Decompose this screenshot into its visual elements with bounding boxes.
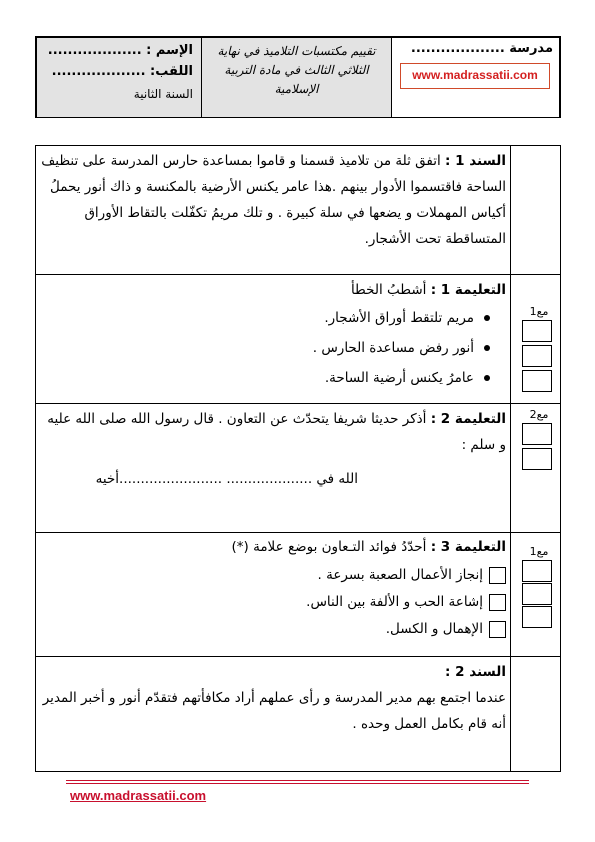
- checkbox[interactable]: [489, 621, 506, 638]
- checkbox[interactable]: [489, 567, 506, 584]
- task-3-option-label: الإهمال و الكسل.: [385, 621, 483, 637]
- criteria-column-divider: [510, 145, 511, 772]
- task-1-item[interactable]: مريم تلتقط أوراق الأشجار.: [40, 303, 492, 333]
- task-1-instruction: أشطبُ الخطأ: [350, 282, 427, 298]
- exam-header: [35, 36, 561, 118]
- task-1-list: [40, 303, 492, 393]
- score-box[interactable]: [522, 345, 552, 367]
- footer-rule: [66, 780, 529, 781]
- score-box[interactable]: [522, 320, 552, 342]
- task-3: [40, 534, 506, 644]
- footer-rule: [66, 783, 529, 784]
- exam-title: [206, 42, 387, 99]
- task-3-option-label: إشاعة الحب و الألفة بين الناس.: [306, 594, 483, 610]
- score-box[interactable]: [522, 370, 552, 392]
- school-cell: [392, 36, 561, 118]
- score-box[interactable]: [522, 423, 552, 445]
- sanad-1-text: اتفق ثلة من تلاميذ قسمنا و قاموا بمساعدة حارس المدرسة على تنظيف الساحة فاقتسموا الأدوار بينهم .هذا عامر يكنس الأرضية بالمكنسة و ذاك أنور يحملُ أكياس المهملات و يضعها في سلة كبيرة . و تلك مريمُ تكفّلت بالتقاط الأوراق المتساقطة تحت الأشجار.: [41, 153, 506, 247]
- row-divider: [35, 656, 561, 657]
- task-3-label: التعليمة 3 :: [430, 539, 506, 555]
- exam-title-line-2: الثلاثي الثالث في مادة التربية: [224, 63, 369, 77]
- task-3-instruction: أحدّدُ فوائد التـعاون بوضع علامة (*): [231, 539, 427, 555]
- task-1-item[interactable]: عامرُ يكنس أرضية الساحة.: [40, 363, 492, 393]
- name-field[interactable]: الإسم : ...................: [47, 43, 193, 58]
- exam-title-line-3: الإسلامية: [274, 82, 319, 96]
- task-3-option[interactable]: [40, 563, 506, 587]
- sanad-1-label: السند 1 :: [445, 153, 506, 169]
- row-divider: [35, 532, 561, 533]
- footer-website-link[interactable]: www.madrassatii.com: [70, 788, 207, 803]
- score-box[interactable]: [522, 448, 552, 470]
- criterion-1-label: مع1: [529, 305, 549, 318]
- task-1: [40, 277, 506, 393]
- row-divider: [35, 274, 561, 275]
- task-1-label: التعليمة 1 :: [430, 282, 506, 298]
- task-1-item[interactable]: أنور رفض مساعدة الحارس .: [40, 333, 492, 363]
- hadith-fill-line[interactable]: الله في .................... ........................أخيه: [95, 471, 358, 487]
- criterion-2-label: مع2: [529, 408, 549, 421]
- sanad-2-text: عندما اجتمع بهم مدير المدرسة و رأى عملهم أراد مكافأتهم فتقدّم أنور و أخبر المدير أنه قام بكامل العمل وحده .: [42, 690, 506, 732]
- score-box[interactable]: [522, 606, 552, 628]
- score-box[interactable]: [522, 560, 552, 582]
- row-divider: [35, 403, 561, 404]
- school-field[interactable]: مدرسة ...................: [410, 41, 553, 56]
- sanad-1: [40, 148, 506, 252]
- task-2-instruction: أذكر حديثا شريفا يتحدّث عن التعاون . قال رسول الله صلى الله عليه و سلم :: [47, 411, 506, 453]
- exam-title-cell: [202, 36, 392, 118]
- surname-field[interactable]: اللقب: ...................: [51, 64, 193, 79]
- task-2-label: التعليمة 2 :: [430, 411, 506, 427]
- score-box[interactable]: [522, 583, 552, 605]
- checkbox[interactable]: [489, 594, 506, 611]
- student-info-cell: [35, 36, 202, 118]
- task-2: [40, 406, 506, 492]
- website-badge: www.madrassatii.com: [400, 63, 550, 89]
- task-3-option-label: إنجاز الأعمال الصعبة بسرعة .: [317, 567, 483, 583]
- task-3-options: [40, 563, 506, 641]
- criterion-3-label: مع1: [529, 545, 549, 558]
- sanad-2: [40, 659, 506, 737]
- task-3-option[interactable]: [40, 617, 506, 641]
- class-level: السنة الثانية: [133, 87, 193, 101]
- exam-title-line-1: تقييم مكتسبات التلاميذ في نهاية: [217, 44, 376, 58]
- sanad-2-label: السند 2 :: [445, 664, 506, 680]
- task-3-option[interactable]: [40, 590, 506, 614]
